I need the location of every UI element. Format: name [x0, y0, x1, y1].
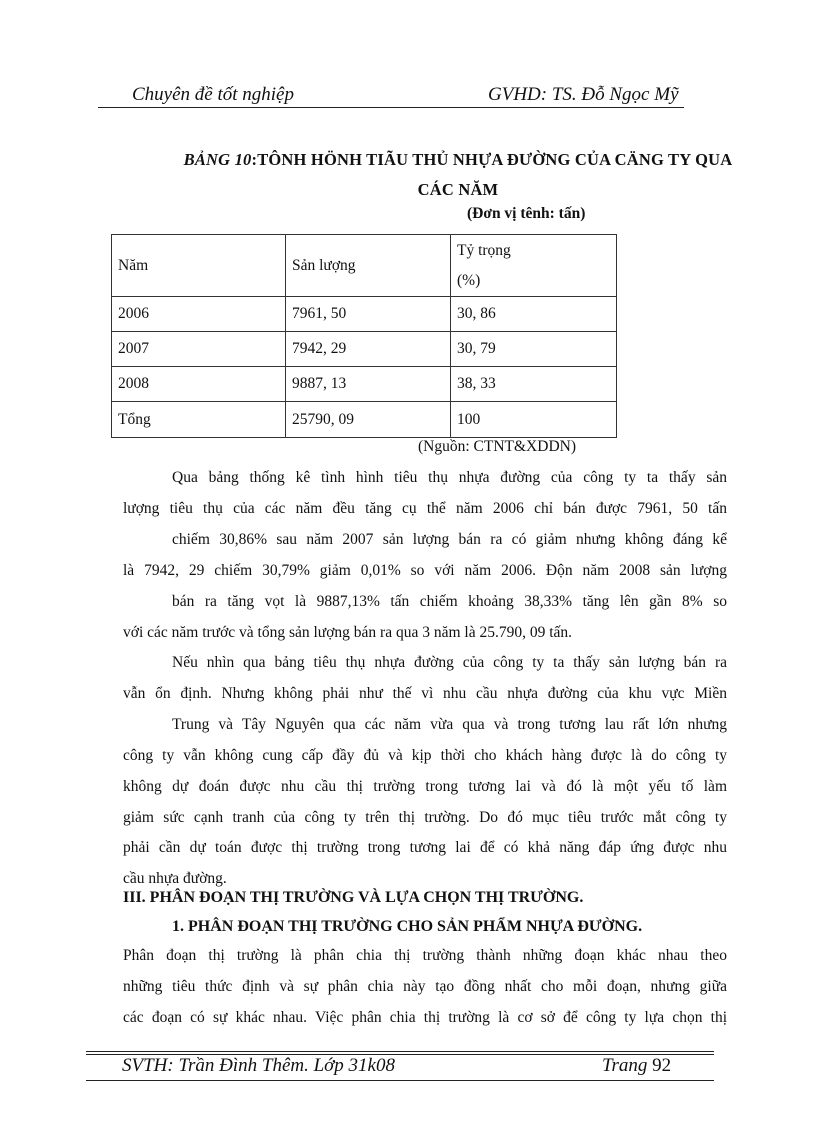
table-title-text: :TÔNH HÖNH TIÃU THỦ NHỰA ĐƯỜNG CỦA CÄNG TY QUA — [251, 150, 733, 169]
cell-output: 25790, 09 — [286, 402, 451, 438]
table-title — [100, 145, 816, 205]
text-line: giảm sức cạnh tranh của công ty trên thị trường. Do đó mục tiêu trước mắt công ty — [123, 808, 727, 826]
section-heading: III. PHÂN ĐOẠN THỊ TRƯỜNG VÀ LỰA CHỌN THỊ TRƯỜNG. — [123, 889, 584, 906]
text-line: Trung và Tây Nguyên qua các năm vừa qua và trong tương lau rất lớn nhưng — [172, 715, 727, 733]
header-left: Chuyên đề tốt nghiệp — [132, 84, 294, 105]
text-line: phải cần dự toán được thị trường trong tương lai để có khả năng đáp ứng được nhu — [123, 839, 727, 857]
table-row-total — [112, 402, 617, 438]
header-right: GVHD: TS. Đỗ Ngọc Mỹ — [488, 84, 679, 105]
text-line: Phân đoạn thị trường là phân chia thị trường thành những đoạn khác nhau theo — [123, 947, 727, 964]
header-rule — [98, 107, 684, 108]
footer-rule-top — [86, 1051, 714, 1052]
page-label: Trang — [602, 1055, 648, 1076]
paragraph-1 — [123, 463, 727, 648]
cell-share: 30, 86 — [451, 297, 617, 332]
text-line: những tiêu thức định và sự phân chia này tạo đồng nhất cho mỗi đoạn, nhưng giữa — [123, 977, 727, 995]
cell-year: 2007 — [112, 332, 286, 367]
cell-year: 2006 — [112, 297, 286, 332]
data-table — [111, 234, 617, 438]
table-row — [112, 367, 617, 402]
header-share-label: Tỷ trọng — [457, 241, 511, 259]
header-cell-year: Năm — [112, 235, 286, 297]
table-row — [112, 332, 617, 367]
paragraph-3 — [123, 941, 727, 1034]
header-cell-share — [451, 235, 617, 297]
table-header-row — [112, 235, 617, 297]
header-cell-output: Sản lượng — [286, 235, 451, 297]
cell-output: 9887, 13 — [286, 367, 451, 402]
text-line: không dự đoán được nhu cầu thị trường trong tương lai và đó là một yếu tố làm — [123, 777, 727, 795]
text-line: lượng tiêu thụ của các năm đều tăng cụ thể năm 2006 chỉ bán được 7961, 50 tấn — [123, 499, 727, 517]
text-line: công ty vẫn không cung cấp đầy đủ và kịp thời cho khách hàng được là do công ty — [123, 746, 727, 764]
text-line: Nếu nhìn qua bảng tiêu thụ nhựa đường của công ty ta thấy sản lượng bán ra — [172, 654, 727, 671]
table-title-label: BẢNG 10 — [183, 150, 252, 169]
cell-output: 7961, 50 — [286, 297, 451, 332]
footer-rule-end — [86, 1080, 714, 1081]
text-line: là 7942, 29 chiếm 30,79% giảm 0,01% so với năm 2006. Độn năm 2008 sản lượng — [123, 561, 727, 579]
unit-note: (Đơn vị tênh: tấn) — [467, 205, 586, 222]
cell-share: 100 — [451, 402, 617, 438]
text-line: với các năm trước và tổng sản lượng bán ra qua 3 năm là 25.790, 09 tấn. — [123, 623, 573, 641]
text-line: bán ra tăng vọt là 9887,13% tấn chiếm khoảng 38,33% tăng lên gần 8% so — [172, 592, 727, 610]
page-number: 92 — [652, 1055, 672, 1076]
text-line: vẫn ổn định. Nhưng không phải như thế vì nhu cầu nhựa đường của khu vực Miền — [123, 684, 727, 702]
text-line: cầu nhựa đường. — [123, 870, 227, 888]
table-title-line2: CÁC NĂM — [417, 180, 499, 199]
header-share-unit: (%) — [457, 271, 481, 289]
paragraph-2 — [123, 648, 727, 895]
table-row — [112, 297, 617, 332]
footer-left: SVTH: Trần Đình Thêm. Lớp 31k08 — [122, 1055, 395, 1076]
cell-share: 30, 79 — [451, 332, 617, 367]
text-line: Qua bảng thống kê tình hình tiêu thụ nhựa đường của công ty ta thấy sản — [172, 469, 727, 486]
cell-year: Tổng — [112, 402, 286, 438]
cell-output: 7942, 29 — [286, 332, 451, 367]
text-line: các đoạn có sự khác nhau. Việc phân chia thị trường là cơ sở để công ty lựa chọn thị — [123, 1008, 727, 1026]
text-line: chiếm 30,86% sau năm 2007 sản lượng bán ra có giảm nhưng không đáng kể — [172, 530, 727, 548]
subsection-heading: 1. PHÂN ĐOẠN THỊ TRƯỜNG CHO SẢN PHẨM NHỰA ĐƯỜNG. — [172, 918, 643, 935]
source-note: (Nguồn: CTNT&XDDN) — [418, 438, 576, 455]
cell-share: 38, 33 — [451, 367, 617, 402]
cell-year: 2008 — [112, 367, 286, 402]
footer-page — [602, 1055, 671, 1077]
